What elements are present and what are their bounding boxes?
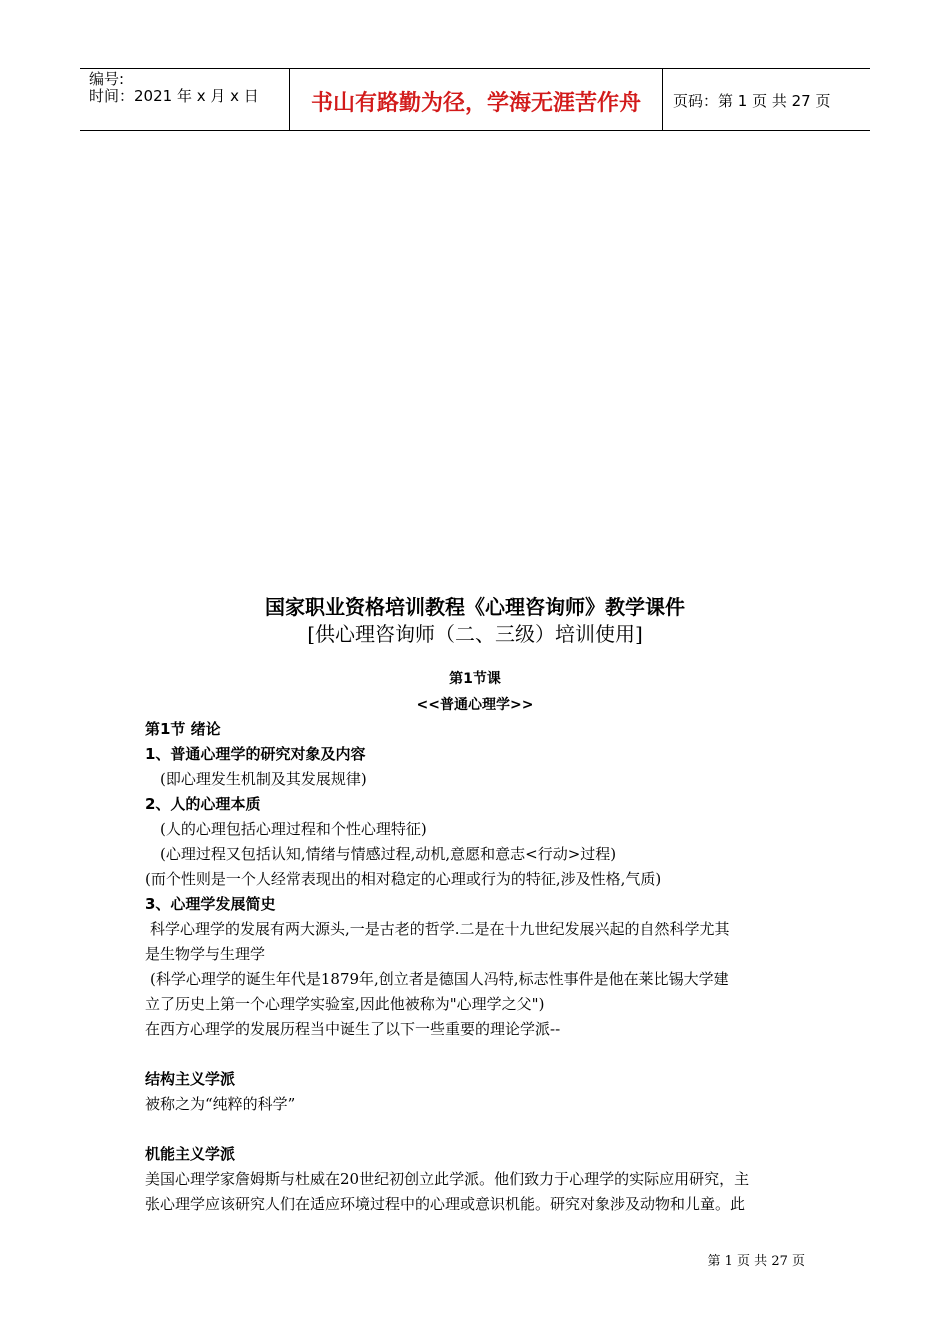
- header-page-label: 页码：第 1 页 共 27 页: [673, 92, 831, 110]
- heading-functionalism: 机能主义学派: [145, 1145, 236, 1163]
- paragraph: (心理过程又包括认知,情绪与情感过程,动机,意愿和意志<行动>过程): [160, 845, 617, 863]
- paragraph: 是生物学与生理学: [145, 945, 266, 963]
- heading-structuralism: 结构主义学派: [145, 1070, 236, 1088]
- paragraph: 被称之为“纯粹的科学”: [145, 1095, 296, 1113]
- heading-2: 2、人的心理本质: [145, 795, 261, 813]
- lesson-number: 第1节课: [449, 671, 501, 687]
- paragraph: 科学心理学的发展有两大源头,一是古老的哲学.二是在十九世纪发展兴起的自然科学尤其: [150, 920, 730, 938]
- heading-1: 1、普通心理学的研究对象及内容: [145, 745, 366, 763]
- paragraph: 张心理学应该研究人们在适应环境过程中的心理或意识机能。研究对象涉及动物和儿童。此: [145, 1195, 746, 1213]
- time-label: 时间：2021 年 x 月 x 日: [89, 87, 259, 105]
- page-header: [80, 68, 870, 131]
- document-subtitle: [供心理咨询师（二、三级）培训使用]: [307, 622, 643, 646]
- section-heading: 第1节 绪论: [145, 720, 221, 738]
- paragraph: 立了历史上第一个心理学实验室,因此他被称为"心理学之父"): [145, 995, 545, 1013]
- course-name: <<普通心理学>>: [416, 697, 534, 713]
- paragraph: 美国心理学家詹姆斯与杜威在20世纪初创立此学派。他们致力于心理学的实际应用研究，主: [145, 1170, 750, 1188]
- page-footer: 第 1 页 共 27 页: [707, 1254, 805, 1269]
- heading-3: 3、心理学发展简史: [145, 895, 276, 913]
- number-label: 编号:: [89, 70, 125, 88]
- paragraph: (人的心理包括心理过程和个性心理特征): [160, 820, 427, 838]
- document-title: 国家职业资格培训教程《心理咨询师》教学课件: [265, 595, 685, 619]
- paragraph: (即心理发生机制及其发展规律): [160, 770, 367, 788]
- header-meta: [80, 69, 290, 130]
- paragraph: 在西方心理学的发展历程当中诞生了以下一些重要的理论学派--: [145, 1020, 561, 1038]
- paragraph: (科学心理学的诞生年代是1879年,创立者是德国人冯特,标志性事件是他在莱比锡大学建: [150, 970, 729, 988]
- header-motto: 书山有路勤为径，学海无涯苦作舟: [290, 69, 663, 130]
- paragraph: (而个性则是一个人经常表现出的相对稳定的心理或行为的特征,涉及性格,气质): [145, 870, 662, 888]
